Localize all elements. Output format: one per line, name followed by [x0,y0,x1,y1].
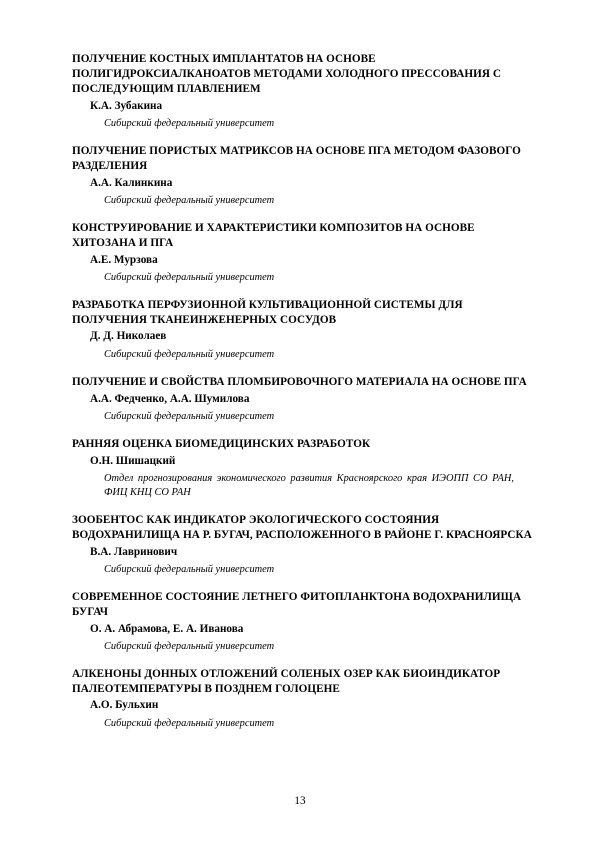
entry-title: КОНСТРУИРОВАНИЕ И ХАРАКТЕРИСТИКИ КОМПОЗИТОВ НА ОСНОВЕ ХИТОЗАНА И ПГА [72,221,475,249]
entry-affiliation: Отдел прогнозирования экономического развития Красноярского края ИЭОПП СО РАН, ФИЦ КНЦ СО РАН [104,472,514,498]
entry-authors: А.Е. Мурзова [90,253,158,266]
page-number: 13 [294,795,306,807]
entry-authors: К.А. Зубакина [90,99,163,112]
entry-authors: А.А. Калинкина [90,176,173,189]
entry-authors: В.А. Лавринович [90,545,178,558]
entry-affiliation: Сибирский федеральный университет [104,563,275,575]
entry-authors: О.Н. Шишацкий [90,454,176,467]
entry-authors: А.А. Федченко, А.А. Шумилова [90,392,250,405]
entry-authors: А.О. Бульхин [90,699,159,712]
list-item [72,375,538,424]
entry-title: РАЗРАБОТКА ПЕРФУЗИОННОЙ КУЛЬТИВАЦИОННОЙ СИСТЕМЫ ДЛЯ ПОЛУЧЕНИЯ ТКАНЕИНЖЕНЕРНЫХ СОСУДОВ [72,298,463,326]
entry-title: ЗООБЕНТОС КАК ИНДИКАТОР ЭКОЛОГИЧЕСКОГО СОСТОЯНИЯ ВОДОХРАНИЛИЩА НА Р. БУГАЧ, РАСПОЛОЖЕННОГО В РАЙОНЕ Г. КРАСНОЯРСКА [72,513,532,541]
list-item [72,513,538,577]
list-item [72,667,538,731]
list-item [72,437,538,500]
entry-title: ПОЛУЧЕНИЕ КОСТНЫХ ИМПЛАНТАТОВ НА ОСНОВЕ ПОЛИГИДРОКСИАЛКАНОАТОВ МЕТОДАМИ ХОЛОДНОГО ПРЕССОВАНИЯ С ПОСЛЕДУЮЩИМ ПЛАВЛЕНИЕМ [72,53,501,95]
list-item [72,590,538,654]
entry-affiliation: Сибирский федеральный университет [104,194,275,206]
entry-title: СОВРЕМЕННОЕ СОСТОЯНИЕ ЛЕТНЕГО ФИТОПЛАНКТОНА ВОДОХРАНИЛИЩА БУГАЧ [72,590,522,618]
entry-affiliation: Сибирский федеральный университет [104,271,275,283]
list-item [72,221,538,285]
list-item [72,144,538,208]
entry-affiliation: Сибирский федеральный университет [104,117,275,129]
entry-affiliation: Сибирский федеральный университет [104,717,275,729]
entry-authors: Д. Д. Николаев [90,330,167,343]
entry-authors: О. А. Абрамова, Е. А. Иванова [90,622,244,635]
entry-title: АЛКЕНОНЫ ДОННЫХ ОТЛОЖЕНИЙ СОЛЕНЫХ ОЗЕР КАК БИОИНДИКАТОР ПАЛЕОТЕМПЕРАТУРЫ В ПОЗДНЕМ ГОЛОЦЕНЕ [72,667,501,695]
entry-affiliation: Сибирский федеральный университет [104,640,275,652]
entry-title: ПОЛУЧЕНИЕ ПОРИСТЫХ МАТРИКСОВ НА ОСНОВЕ ПГА МЕТОДОМ ФАЗОВОГО РАЗДЕЛЕНИЯ [72,144,521,172]
list-item [72,52,538,131]
entry-affiliation: Сибирский федеральный университет [104,348,275,360]
entry-title: ПОЛУЧЕНИЕ И СВОЙСТВА ПЛОМБИРОВОЧНОГО МАТЕРИАЛА НА ОСНОВЕ ПГА [72,375,527,388]
list-item [72,298,538,362]
entry-affiliation: Сибирский федеральный университет [104,410,275,422]
entry-title: РАННЯЯ ОЦЕНКА БИОМЕДИЦИНСКИХ РАЗРАБОТОК [72,437,371,450]
